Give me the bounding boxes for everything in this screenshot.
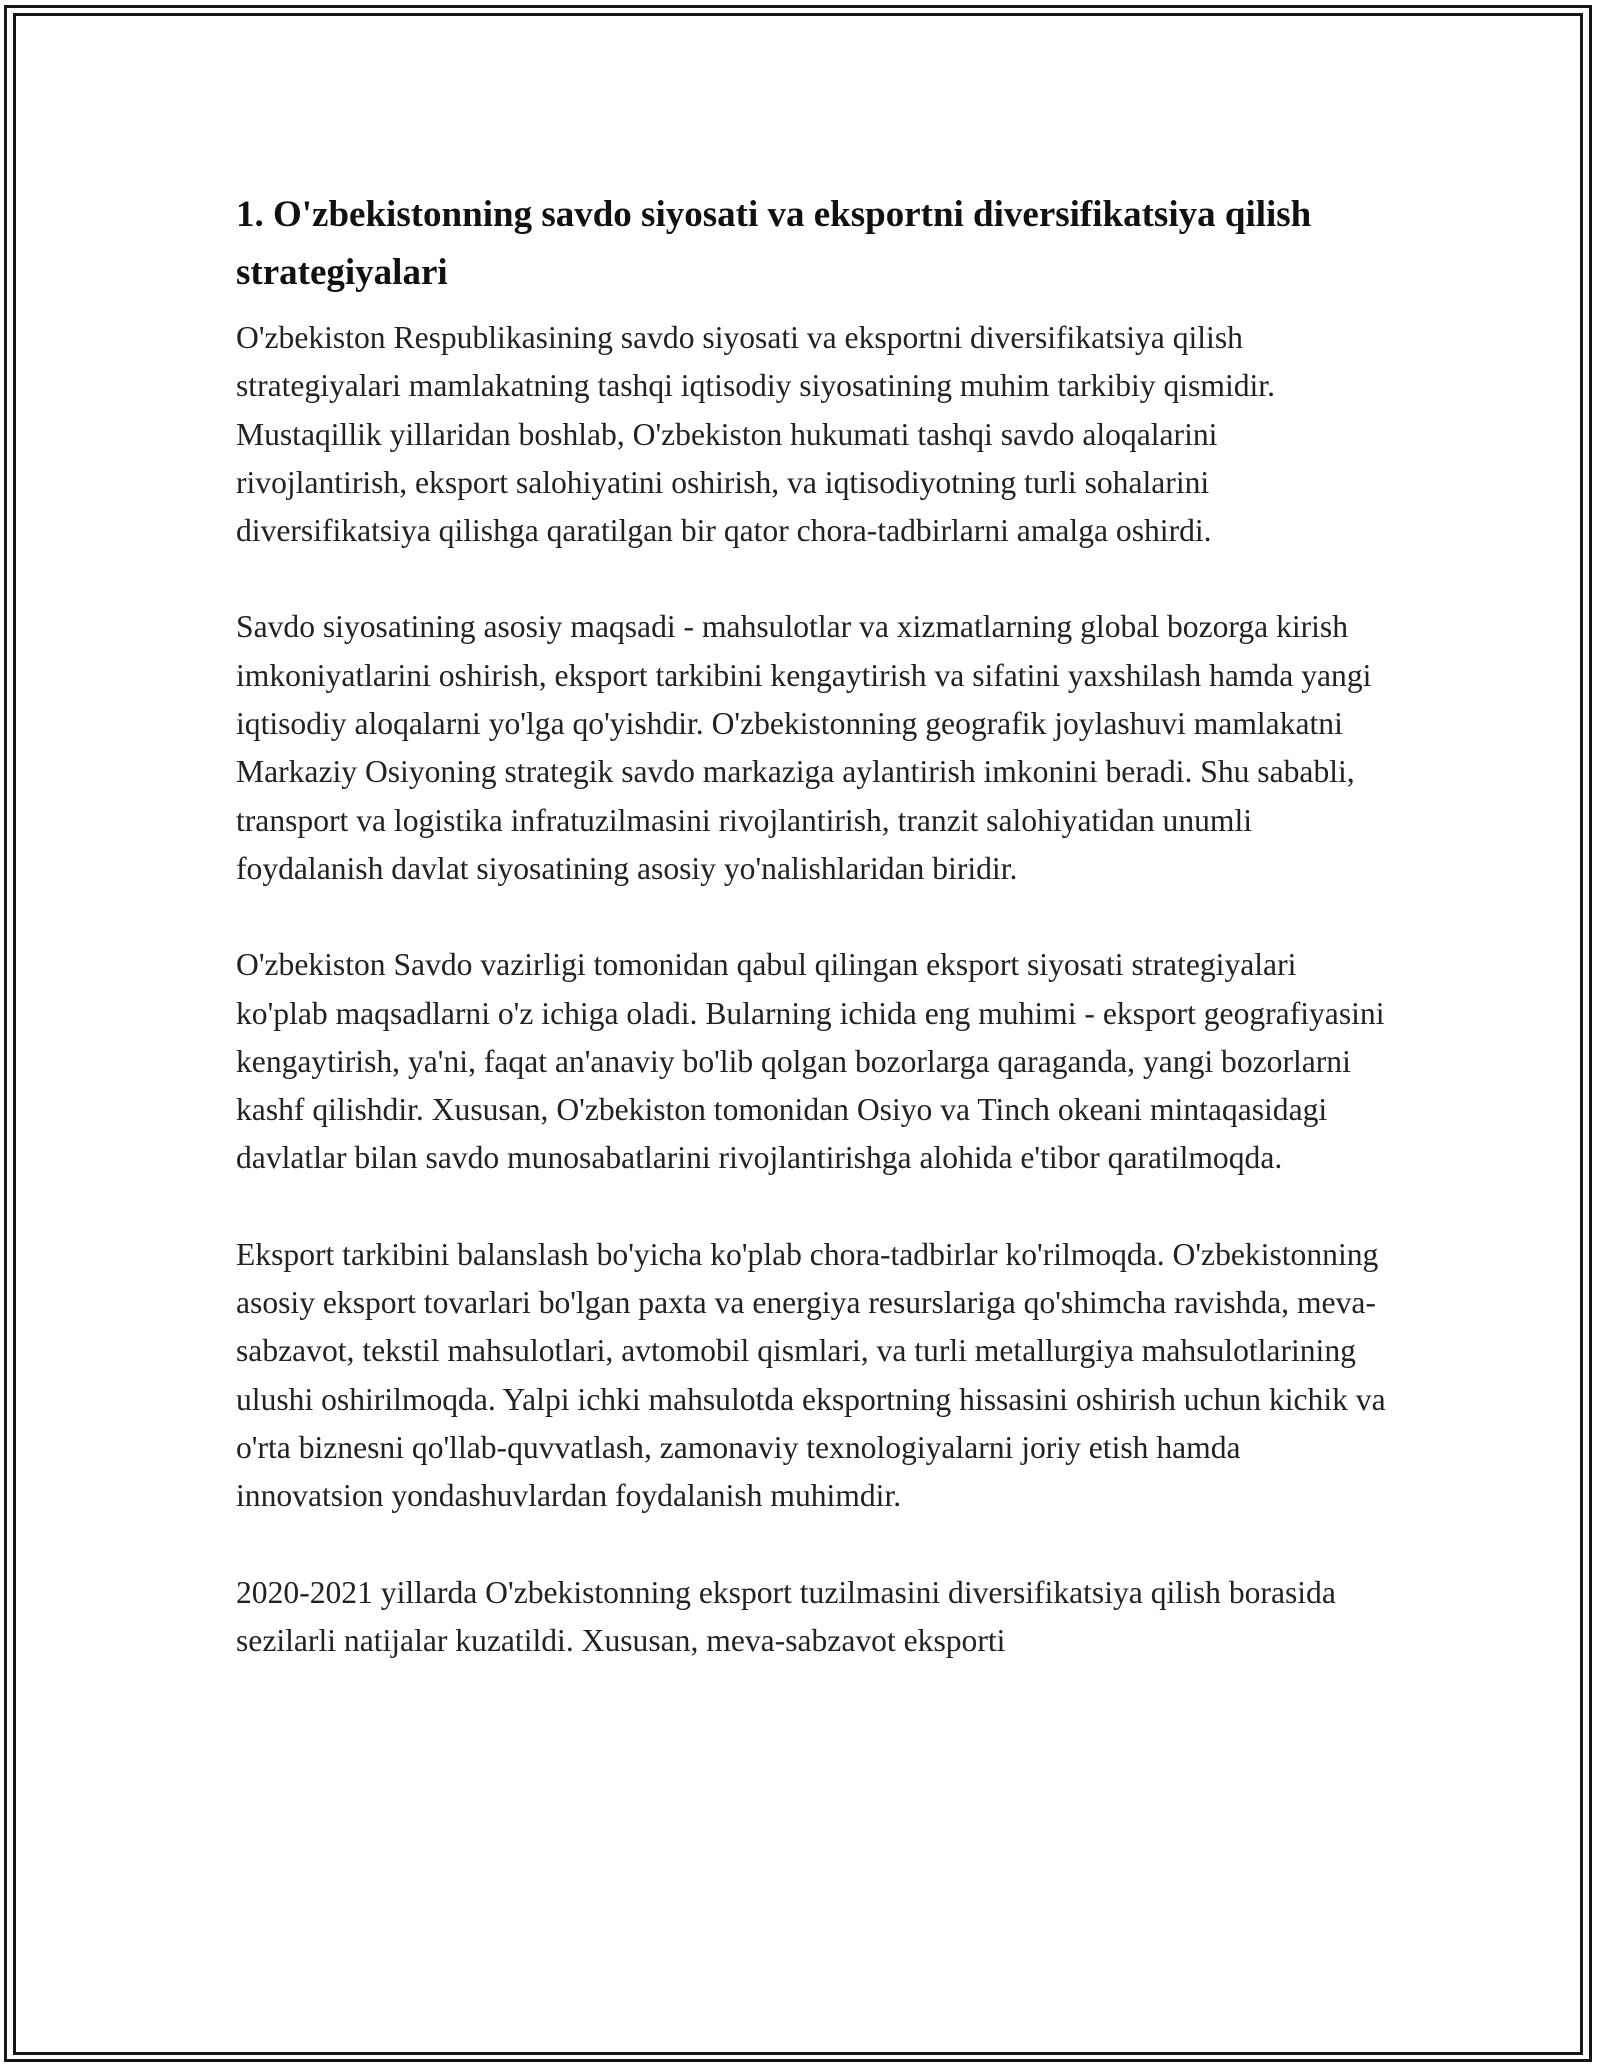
paragraph: Savdo siyosatining asosiy maqsadi - mahsulotlar va xizmatlarning global bozorga kirish imkoniyatlarini oshirish, eksport tarkibini kengaytirish va sifatini yaxshilash hamda yangi iqtisodiy aloqalarni yo'lga qo'yishdir. O'zbekistonning geografik joylashuvi mamlakatni Markaziy Osiyoning strategik savdo markaziga aylantirish imkonini beradi. Shu sababli, transport va logistika infratuzilmasini rivojlantirish, tranzit salohiyatidan unumli foydalanish davlat siyosatining asosiy yo'nalishlaridan biridir.: [236, 609, 1372, 886]
paragraph: O'zbekiston Respublikasining savdo siyosati va eksportni diversifikatsiya qilish strategiyalari mamlakatning tashqi iqtisodiy siyosatining muhim tarkibiy qismidir. Mustaqillik yillaridan boshlab, O'zbekiston hukumati tashqi savdo aloqalarini rivojlantirish, eksport salohiyatini oshirish, va iqtisodiyotning turli sohalarini diversifikatsiya qilishga qaratilgan bir qator chora-tadbirlarni amalga oshirdi.: [236, 320, 1275, 549]
section-heading: 1. O'zbekistonning savdo siyosati va eksportni diversifikatsiya qilish strategiyalari: [236, 194, 1312, 293]
paragraph: 2020-2021 yillarda O'zbekistonning eksport tuzilmasini diversifikatsiya qilish borasida sezilarli natijalar kuzatildi. Xususan, meva-sabzavot eksporti: [236, 1574, 1336, 1658]
document-body: [236, 186, 1386, 1665]
paragraph: O'zbekiston Savdo vazirligi tomonidan qabul qilingan eksport siyosati strategiyalari ko'plab maqsadlarni o'z ichiga oladi. Bularning ichida eng muhimi - eksport geografiyasini kengaytirish, ya'ni, faqat an'anaviy bo'lib qolgan bozorlarga qaraganda, yangi bozorlarni kashf qilishdir. Xususan, O'zbekiston tomonidan Osiyo va Tinch okeani mintaqasidagi davlatlar bilan savdo munosabatlarini rivojlantirishga alohida e'tibor qaratilmoqda.: [236, 947, 1385, 1176]
paragraph: Eksport tarkibini balanslash bo'yicha ko'plab chora-tadbirlar ko'rilmoqda. O'zbekistonning asosiy eksport tovarlari bo'lgan paxta va energiya resurslariga qo'shimcha ravishda, meva-sabzavot, tekstil mahsulotlari, avtomobil qismlari, va turli metallurgiya mahsulotlarining ulushi oshirilmoqda. Yalpi ichki mahsulotda eksportning hissasini oshirish uchun kichik va o'rta biznesni qo'llab-quvvatlash, zamonaviy texnologiyalarni joriy etish hamda innovatsion yondashuvlardan foydalanish muhimdir.: [236, 1236, 1386, 1514]
